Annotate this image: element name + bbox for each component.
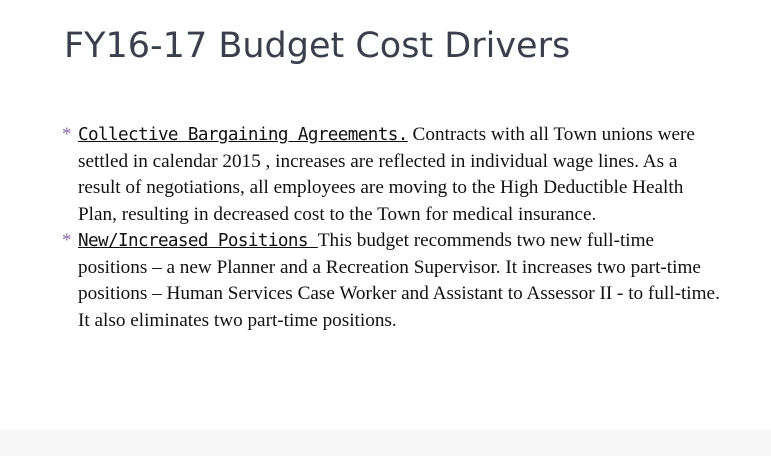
bullet-new-positions bbox=[62, 228, 722, 334]
bullet-collective-bargaining bbox=[62, 122, 722, 228]
slide-bottom-band bbox=[0, 430, 771, 456]
bullet-heading: New/Increased Positions bbox=[78, 231, 318, 251]
bullet-body-text: Contracts with all Town unions were settled in calendar 2015 , increases are reflected in individual wage lines. As a result of negotiations, all employees are moving to the High Deductible Health Plan, resulting in decreased cost to the Town for medical insurance. bbox=[78, 124, 695, 225]
bullet-heading: Collective Bargaining Agreements. bbox=[78, 125, 408, 145]
slide-title: FY16-17 Budget Cost Drivers bbox=[64, 26, 571, 66]
bullet-list bbox=[62, 122, 722, 334]
bullet-marker-icon: * bbox=[62, 230, 72, 251]
bullet-body-text: This budget recommends two new full-time positions – a new Planner and a Recreation Supervisor. It increases two part-time positions – Human Services Case Worker and Assistant to Assessor II - to full-time. It also eliminates two part-time positions. bbox=[78, 230, 720, 331]
bullet-marker-icon: * bbox=[62, 124, 72, 145]
